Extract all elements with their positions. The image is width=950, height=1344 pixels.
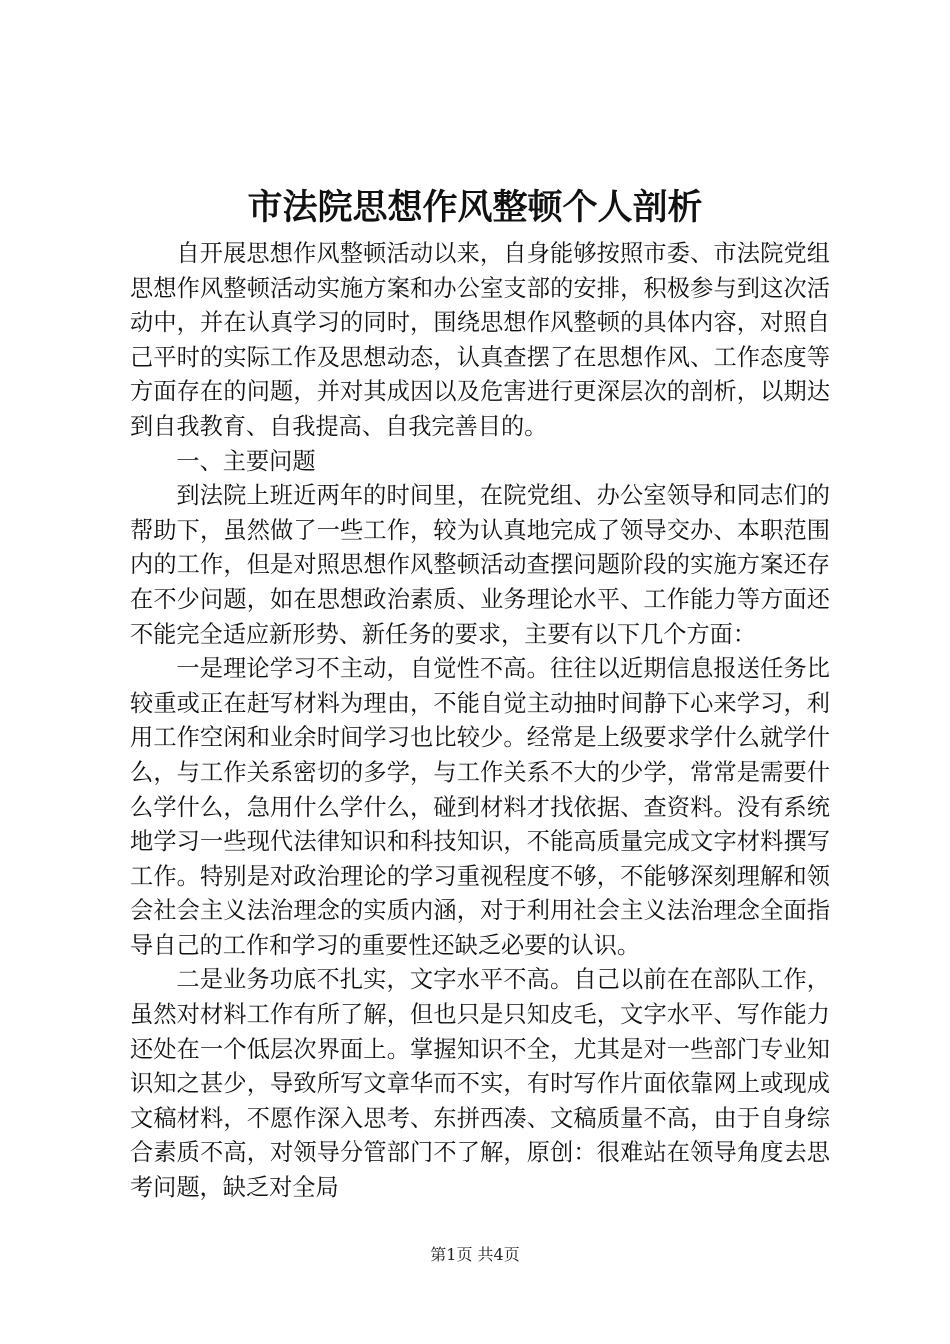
page-footer: 第1页 共4页 bbox=[430, 1245, 520, 1264]
section-heading-main-problems: 一、主要问题 bbox=[176, 447, 316, 475]
paragraph-point-one: 一是理论学习不主动，自觉性不高。往往以近期信息报送任务比较重或正在赶写材料为理由，不能自觉主动抽时间静下心来学习，利用工作空闲和业余时间学习也比较少。经常是上级要求学什么就学什么，与工作关系密切的多学，与工作关系不大的少学，常常是需要什么学什么，急用什么学什么，碰到材料才找依据、查资料。没有系统地学习一些现代法律知识和科技知识，不能高质量完成文字材料撰写工作。特别是对政治理论的学习重视程度不够，不能够深刻理解和领会社会主义法治理念的实质内涵，对于利用社会主义法治理念全面指导自己的工作和学习的重要性还缺乏必要的认识。 bbox=[130, 655, 830, 959]
paragraph-intro: 自开展思想作风整顿活动以来，自身能够按照市委、市法院党组思想作风整顿活动实施方案和办公室支部的安排，积极参与到这次活动中，并在认真学习的同时，围绕思想作风整顿的具体内容，对照自己平时的实际工作及思想动态，认真查摆了在思想作风、工作态度等方面存在的问题，并对其成因以及危害进行更深层次的剖析，以期达到自我教育、自我提高、自我完善目的。 bbox=[130, 240, 830, 440]
document-title: 市法院思想作风整顿个人剖析 bbox=[247, 187, 703, 228]
paragraph-overview: 到法院上班近两年的时间里，在院党组、办公室领导和同志们的帮助下，虽然做了一些工作，较为认真地完成了领导交办、本职范围内的工作，但是对照思想作风整顿活动查摆问题阶段的实施方案还存在不少问题，如在思想政治素质、业务理论水平、工作能力等方面还不能完全适应新形势、新任务的要求，主要有以下几个方面： bbox=[130, 482, 830, 648]
paragraph-point-two: 二是业务功底不扎实，文字水平不高。自己以前在在部队工作，虽然对材料工作有所了解，但也只是只知皮毛，文字水平、写作能力还处在一个低层次界面上。掌握知识不全，尤其是对一些部门专业知识知之甚少，导致所写文章华而不实，有时写作片面依靠网上或现成文稿材料，不愿作深入思考、东拼西凑、文稿质量不高，由于自身综合素质不高，对领导分管部门不了解，原创：很难站在领导角度去思考问题，缺乏对全局 bbox=[130, 966, 830, 1202]
document-body bbox=[130, 237, 830, 1206]
